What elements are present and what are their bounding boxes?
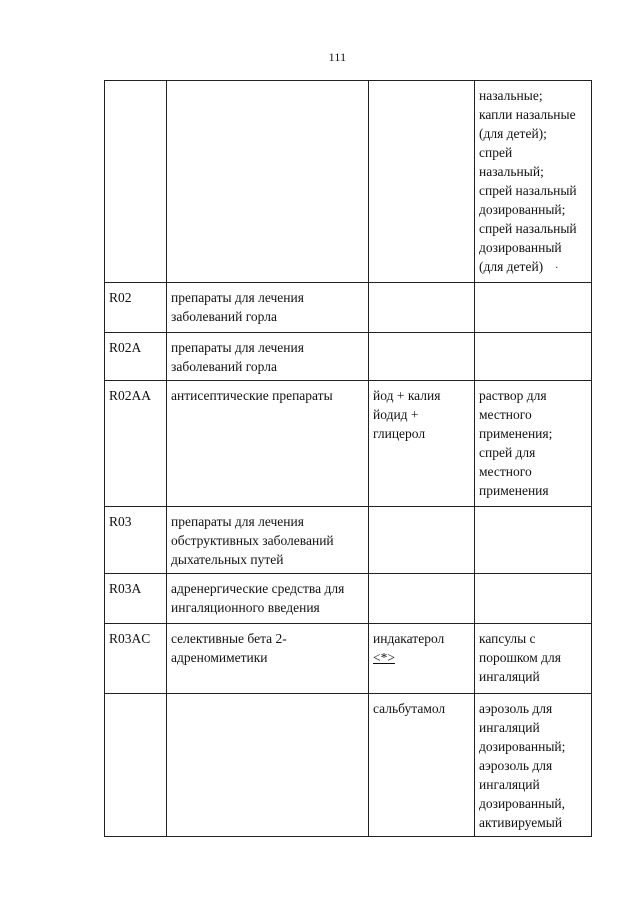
drug-name-cell: йод + калия йодид + глицерол — [369, 381, 475, 507]
atc-code-cell: R02A — [105, 333, 167, 381]
group-name-cell: препараты для лечения заболеваний горла — [167, 283, 369, 333]
table-row — [105, 283, 592, 333]
drug-name-cell — [369, 283, 475, 333]
page-number: 111 — [328, 50, 347, 64]
dosage-form-cell — [475, 574, 592, 624]
drug-name-cell: сальбутамол — [369, 694, 475, 837]
atc-code-cell: R03 — [105, 507, 167, 574]
atc-code-cell — [105, 81, 167, 283]
atc-code-cell — [105, 694, 167, 837]
group-name-cell: препараты для лечения заболеваний горла — [167, 333, 369, 381]
dosage-form-cell — [475, 283, 592, 333]
atc-code-cell: R02AA — [105, 381, 167, 507]
dosage-form-cell — [475, 81, 592, 283]
table-row — [105, 507, 592, 574]
group-name-cell: адренергические средства для ингаляционного введения — [167, 574, 369, 624]
table-row — [105, 81, 592, 283]
table-row — [105, 694, 592, 837]
table-row — [105, 624, 592, 694]
drug-name-cell — [369, 574, 475, 624]
dosage-form-cell — [475, 333, 592, 381]
group-name-cell — [167, 694, 369, 837]
drug-name-cell — [369, 507, 475, 574]
group-name-cell: препараты для лечения обструктивных заболеваний дыхательных путей — [167, 507, 369, 574]
dosage-form-cell: раствор для местного применения; спрей для местного применения — [475, 381, 592, 507]
table-row — [105, 574, 592, 624]
atc-code-cell: R02 — [105, 283, 167, 333]
atc-code-cell: R03AC — [105, 624, 167, 694]
group-name-cell — [167, 81, 369, 283]
dosage-form-cell — [475, 507, 592, 574]
atc-code-cell: R03A — [105, 574, 167, 624]
group-name-cell: антисептические препараты — [167, 381, 369, 507]
drug-note-link[interactable]: <*> — [373, 650, 395, 665]
drug-classification-table — [104, 80, 592, 837]
drug-name-cell — [369, 81, 475, 283]
table-row — [105, 381, 592, 507]
table-row — [105, 333, 592, 381]
drug-name-cell — [369, 624, 475, 694]
dosage-form-cell: капсулы с порошком для ингаляций — [475, 624, 592, 694]
drug-name-cell — [369, 333, 475, 381]
stray-mark: · — [555, 263, 559, 274]
group-name-cell: селективные бета 2- адреномиметики — [167, 624, 369, 694]
drug-name: индакатерол — [373, 631, 445, 646]
dosage-form-cell: аэрозоль для ингаляций дозированный; аэрозоль для ингаляций дозированный, активируемый — [475, 694, 592, 837]
dosage-form-text: назальные; капли назальные (для детей); спрей назальный; спрей назальный дозированный; спрей назальный дозированный (для детей) — [479, 88, 577, 274]
